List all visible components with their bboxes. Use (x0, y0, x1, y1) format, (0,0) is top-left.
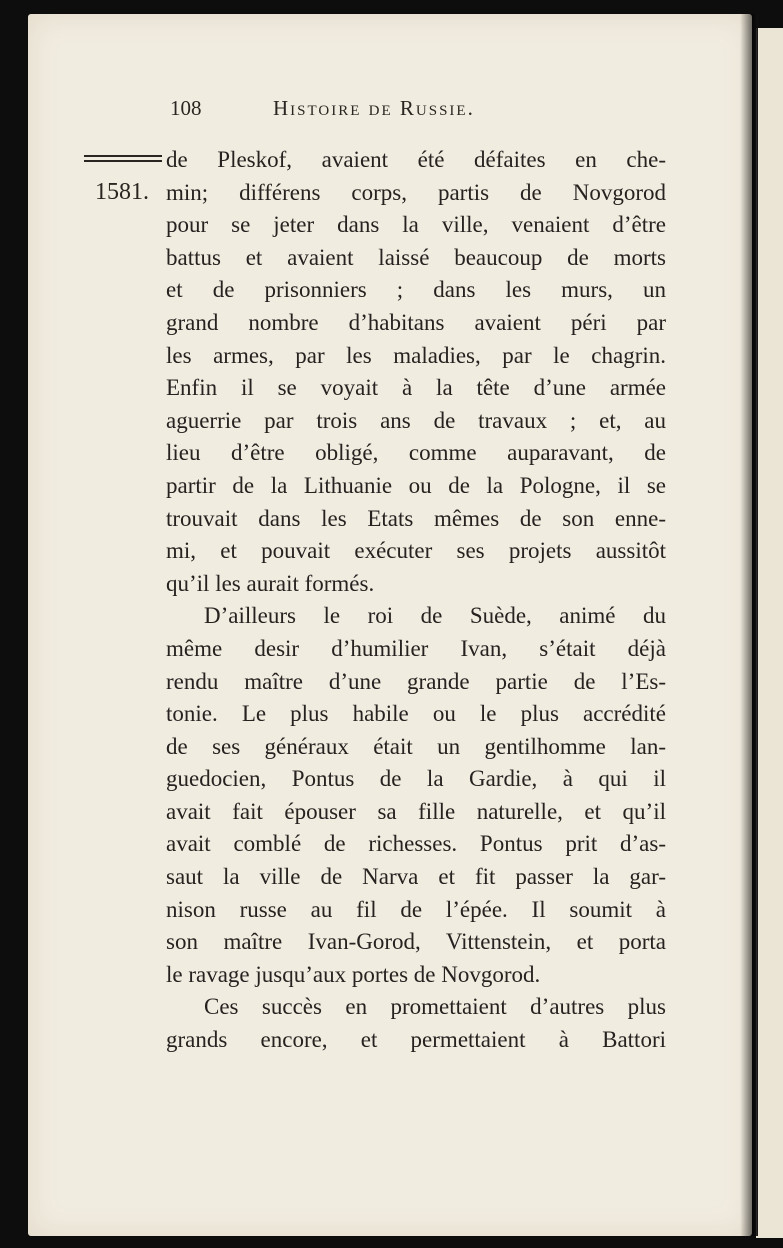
text-line: de ses généraux était un gentilhomme lan- (166, 733, 666, 759)
continuation-rule-top (84, 155, 162, 157)
text-line: le ravage jusqu’aux portes de Novgorod. (166, 961, 541, 987)
text-line: Enfin il se voyait à la tête d’une armée (166, 375, 666, 401)
running-title: Histoire de Russie. (273, 96, 475, 120)
text-line: nison russe au fil de l’épée. Il soumit à (166, 896, 666, 922)
text-line: grand nombre d’habitans avaient péri par (166, 309, 666, 335)
text-line: de Pleskof, avaient été défaites en che- (166, 147, 666, 172)
text-line: Ces succès en promettaient d’autres plus (204, 994, 666, 1020)
text-line: mi, et pouvait exécuter ses projets aussitôt (166, 538, 666, 564)
continuation-rule-bottom (84, 160, 162, 162)
text-line: pour se jeter dans la ville, venaient d’être (166, 212, 666, 238)
text-line: avait fait épouser sa fille naturelle, et qu’il (166, 798, 666, 824)
text-line: D’ailleurs le roi de Suède, animé du (204, 603, 666, 629)
text-line: rendu maître d’une grande partie de l’Es- (166, 668, 666, 694)
text-line: qu’il les aurait formés. (166, 570, 375, 596)
text-line: son maître Ivan-Gorod, Vittenstein, et porta (166, 929, 666, 955)
text-line: et de prisonniers ; dans les murs, un (166, 277, 666, 303)
text-line: avait comblé de richesses. Pontus prit d’as- (166, 831, 666, 857)
margin-year-note: 1581. (95, 179, 149, 205)
text-line: grands encore, et permettaient à Battori (166, 1027, 666, 1053)
text-line: les armes, par les maladies, par le chagrin. (166, 342, 666, 368)
text-line: min; différens corps, partis de Novgorod (166, 179, 666, 205)
page-number: 108 (170, 96, 202, 120)
text-line: trouvait dans les Etats mêmes de son enne- (166, 505, 666, 531)
text-line: partir de la Lithuanie ou de la Pologne, il se (166, 472, 666, 498)
text-line: saut la ville de Narva et fit passer la gar- (166, 864, 666, 890)
gutter-shadow (740, 14, 758, 1236)
text-line: aguerrie par trois ans de travaux ; et, au (166, 407, 666, 433)
text-line: battus et avaient laissé beaucoup de morts (166, 244, 666, 270)
next-page-edge (756, 28, 783, 1238)
text-line: même desir d’humilier Ivan, s’était déjà (166, 635, 666, 661)
text-line: tonie. Le plus habile ou le plus accrédité (166, 701, 666, 727)
text-line: lieu d’être obligé, comme auparavant, de (166, 440, 666, 466)
text-line: guedocien, Pontus de la Gardie, à qui il (166, 766, 666, 792)
body-text (166, 144, 666, 1057)
